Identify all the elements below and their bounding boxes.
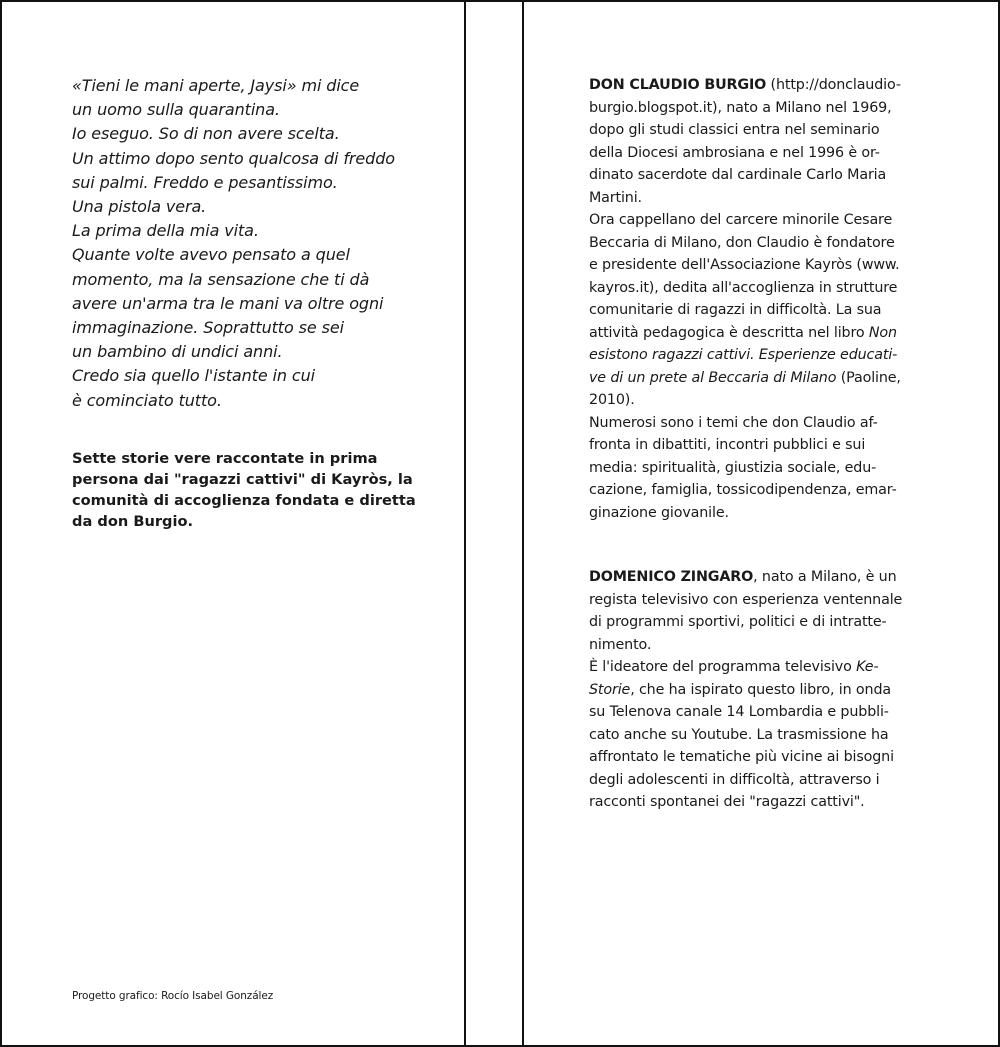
excerpt-line: è cominciato tutto. xyxy=(72,390,222,410)
bio-line: kayros.it), dedita all'accoglienza in strutture xyxy=(589,279,898,296)
bio-line: burgio.blogspot.it), nato a Milano nel 1969, xyxy=(589,99,892,116)
author-bio-burgio xyxy=(589,74,933,524)
bio-line: regista televisivo con esperienza ventennale xyxy=(589,591,903,608)
bio-line: nimento. xyxy=(589,636,652,653)
bio-line: fronta in dibattiti, incontri pubblici e sui xyxy=(589,437,866,453)
bio-line: degli adolescenti in difficoltà, attraverso i xyxy=(589,771,880,788)
excerpt-line: momento, ma la sensazione che ti dà xyxy=(72,269,370,289)
blurb-line: persona dai "ragazzi cattivi" di Kayròs, la xyxy=(72,471,413,489)
bio-line: cato anche su Youtube. La trasmissione ha xyxy=(589,726,889,743)
right-page xyxy=(589,74,933,814)
bio-line: attività pedagogica è descritta nel libro Non xyxy=(589,324,897,341)
excerpt-line: «Tieni le mani aperte, Jaysi» mi dice xyxy=(72,76,360,95)
blurb-line: da don Burgio. xyxy=(72,513,194,531)
bio-line: Beccaria di Milano, don Claudio è fondatore xyxy=(589,234,895,251)
blurb-line: Sette storie vere raccontate in prima xyxy=(72,449,378,467)
bio-line: della Diocesi ambrosiana e nel 1996 è or- xyxy=(589,144,880,161)
bio-line: su Telenova canale 14 Lombardia e pubbli- xyxy=(589,704,889,720)
bio-line: 2010). xyxy=(589,392,635,408)
bio-line: dinato sacerdote dal cardinale Carlo Maria xyxy=(589,167,887,183)
author-name: DON CLAUDIO BURGIO xyxy=(589,77,767,93)
book-gutter xyxy=(464,0,524,1047)
bio-line: cazione, famiglia, tossicodipendenza, emar- xyxy=(589,482,897,498)
bio-line: affrontato le tematiche più vicine ai bisogni xyxy=(589,749,894,765)
bio-line: Storie, che ha ispirato questo libro, in onda xyxy=(589,681,891,698)
bio-line: È l'ideatore del programma televisivo Ke- xyxy=(589,659,879,675)
excerpt-line: Un attimo dopo sento qualcosa di freddo xyxy=(72,148,395,168)
bio-line: DON CLAUDIO BURGIO (http://donclaudio- xyxy=(589,77,901,93)
bio-line: di programmi sportivi, politici e di intratte- xyxy=(589,614,887,630)
bio-line: esistono ragazzi cattivi. Esperienze educati- xyxy=(589,347,898,363)
bio-line: e presidente dell'Associazione Kayròs (www. xyxy=(589,257,900,273)
bio-line: racconti spontanei dei "ragazzi cattivi". xyxy=(589,794,865,810)
program-title: Ke- xyxy=(856,659,879,675)
bio-line: dopo gli studi classici entra nel seminario xyxy=(589,122,880,138)
book-blurb xyxy=(72,448,432,533)
excerpt-line: Io eseguo. So di non avere scelta. xyxy=(72,124,340,144)
bio-line: DOMENICO ZINGARO, nato a Milano, è un xyxy=(589,569,897,585)
bio-line: ve di un prete al Beccaria di Milano (Paoline, xyxy=(589,369,901,386)
excerpt-line: immaginazione. Soprattutto se sei xyxy=(72,318,344,338)
bio-line: ginazione giovanile. xyxy=(589,504,729,521)
author-bio-zingaro xyxy=(589,566,933,814)
bio-line: media: spiritualità, giustizia sociale, edu- xyxy=(589,459,877,476)
bio-line: comunitarie di ragazzi in difficoltà. La sua xyxy=(589,302,882,318)
excerpt-line: un uomo sulla quarantina. xyxy=(72,100,280,120)
excerpt-line: un bambino di undici anni. xyxy=(72,342,283,362)
bio-line: Martini. xyxy=(589,189,642,206)
bio-line: Numerosi sono i temi che don Claudio af- xyxy=(589,414,878,431)
left-page xyxy=(72,74,432,533)
blurb-line: comunità di accoglienza fondata e diretta xyxy=(72,492,416,510)
excerpt-line: La prima della mia vita. xyxy=(72,221,259,241)
author-name: DOMENICO ZINGARO xyxy=(589,569,754,585)
excerpt-quote xyxy=(72,74,432,413)
excerpt-line: avere un'arma tra le mani va oltre ogni xyxy=(72,293,384,313)
excerpt-line: sui palmi. Freddo e pesantissimo. xyxy=(72,172,338,192)
book-title: Non xyxy=(868,324,897,341)
excerpt-line: Credo sia quello l'istante in cui xyxy=(72,366,316,386)
design-credit: Progetto grafico: Rocío Isabel González xyxy=(72,990,274,1002)
excerpt-line: Una pistola vera. xyxy=(72,197,207,217)
excerpt-line: Quante volte avevo pensato a quel xyxy=(72,245,350,265)
bio-line: Ora cappellano del carcere minorile Cesare xyxy=(589,212,893,228)
